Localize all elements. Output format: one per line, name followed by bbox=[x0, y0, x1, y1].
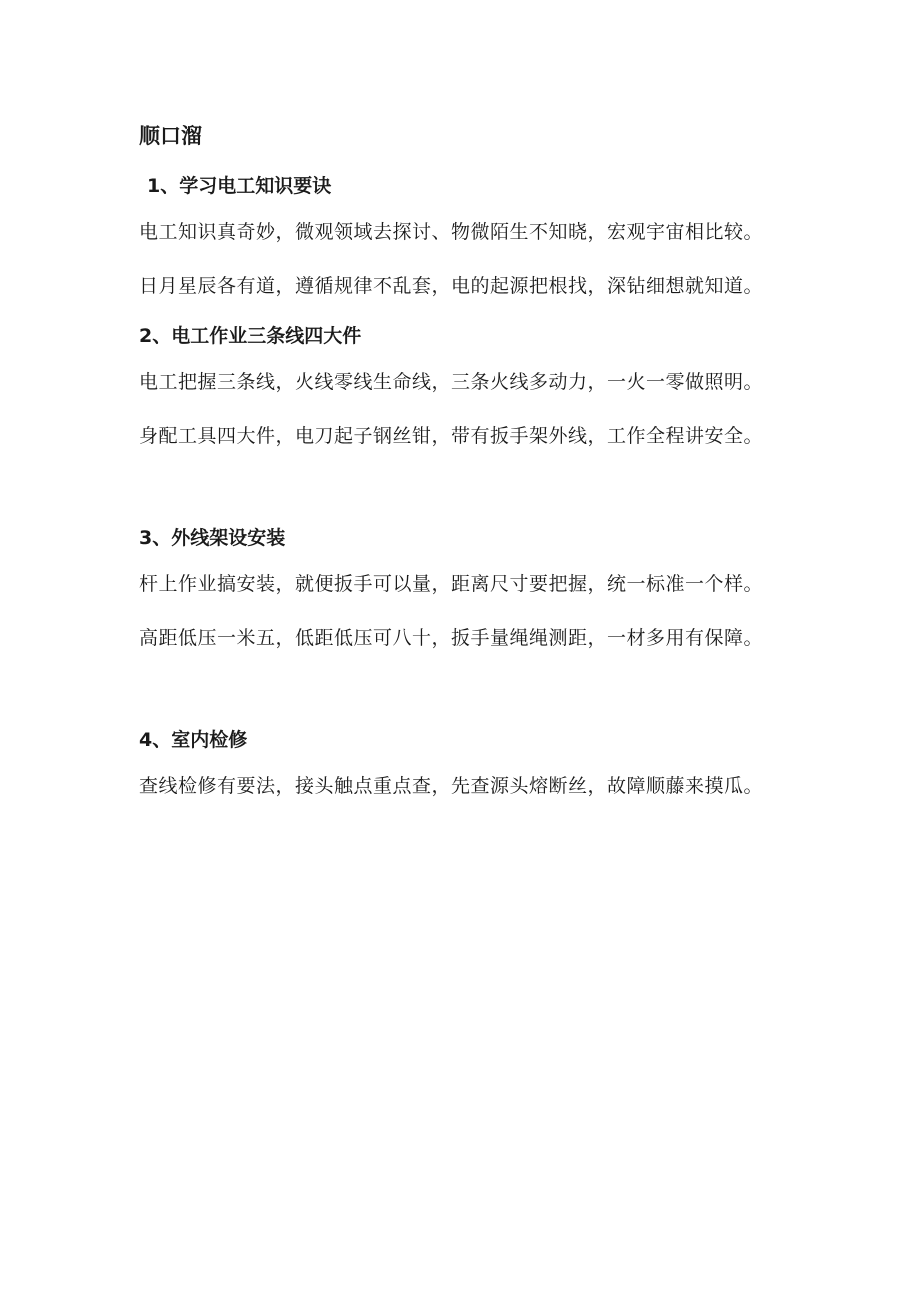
document-body bbox=[139, 118, 784, 818]
section-2-paragraph-2: 身配工具四大件，电刀起子钢丝钳，带有扳手架外线，工作全程讲安全。 bbox=[139, 425, 764, 447]
section-spacer bbox=[139, 670, 784, 722]
section-4-paragraph-1: 查线检修有要法，接头触点重点查，先查源头熔断丝，故障顺藤来摸瓜。 bbox=[139, 775, 764, 797]
section-heading-1: 1、学习电工知识要诀 bbox=[147, 175, 332, 197]
section-2-paragraph-1: 电工把握三条线，火线零线生命线，三条火线多动力，一火一零做照明。 bbox=[139, 371, 764, 393]
section-heading-4: 4、室内检修 bbox=[139, 729, 248, 751]
document-title: 顺口溜 bbox=[139, 124, 202, 148]
section-spacer bbox=[139, 468, 784, 520]
section-1-paragraph-1: 电工知识真奇妙，微观领域去探讨、物微陌生不知晓，宏观宇宙相比较。 bbox=[139, 221, 764, 243]
section-heading-2: 2、电工作业三条线四大件 bbox=[139, 325, 362, 347]
section-1-paragraph-2: 日月星辰各有道，遵循规律不乱套，电的起源把根找，深钻细想就知道。 bbox=[139, 275, 764, 297]
section-3-paragraph-2: 高距低压一米五，低距低压可八十，扳手量绳绳测距，一材多用有保障。 bbox=[139, 627, 764, 649]
section-3-paragraph-1: 杆上作业搞安装，就便扳手可以量，距离尺寸要把握，统一标准一个样。 bbox=[139, 573, 764, 595]
section-heading-3: 3、外线架设安装 bbox=[139, 527, 286, 549]
